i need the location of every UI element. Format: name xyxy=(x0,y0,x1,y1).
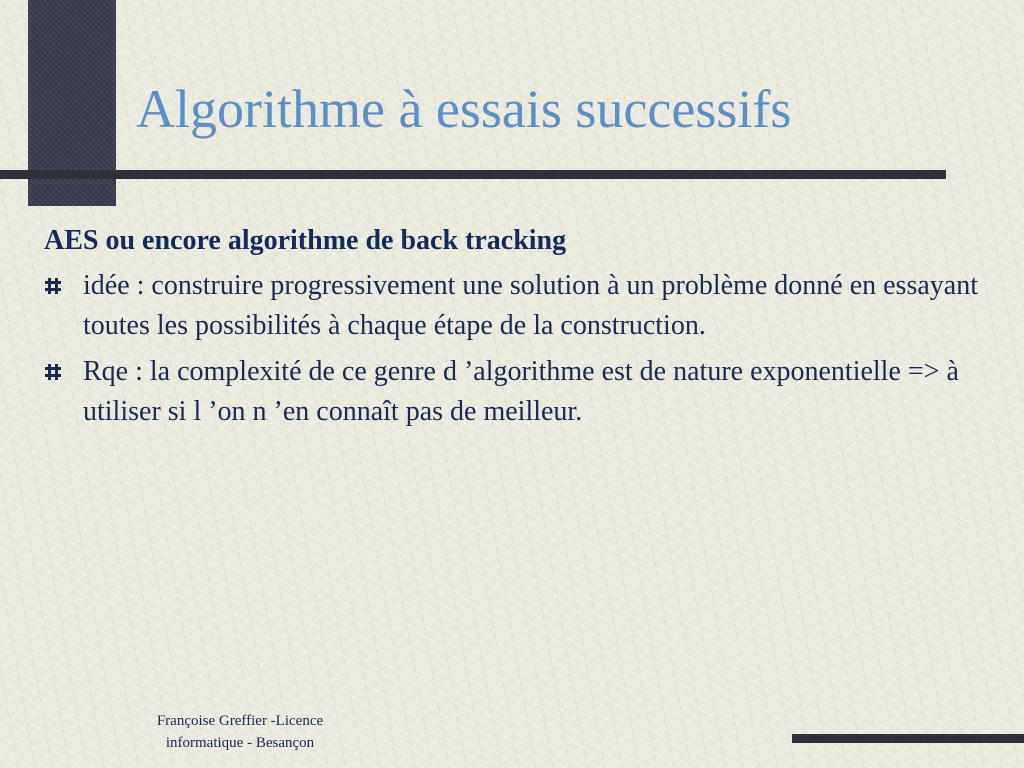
bullet-item xyxy=(44,352,984,432)
slide-title: Algorithme à essais successifs xyxy=(136,79,792,139)
slide-body xyxy=(44,224,984,438)
footer-divider-rule xyxy=(792,734,1024,743)
title-divider-rule xyxy=(0,170,946,179)
footer-credit xyxy=(110,710,370,754)
slide-heading: AES ou encore algorithme de back tracking xyxy=(44,225,567,256)
bullet-text: Rqe : la complexité de ce genre d ’algorithme est de nature exponentielle => à utiliser si l ’on n ’en connaît pas de meilleur. xyxy=(83,356,959,427)
hash-bullet-icon xyxy=(44,363,62,381)
footer-line-institution: informatique - Besançon xyxy=(165,735,315,751)
bullet-list xyxy=(44,266,984,432)
hash-bullet-icon xyxy=(44,277,62,295)
bullet-text: idée : construire progressivement une solution à un problème donné en essayant toutes les possibilités à chaque étape de la construction. xyxy=(83,270,978,341)
footer-line-author: Françoise Greffier -Licence xyxy=(156,713,324,729)
bullet-item xyxy=(44,266,984,346)
